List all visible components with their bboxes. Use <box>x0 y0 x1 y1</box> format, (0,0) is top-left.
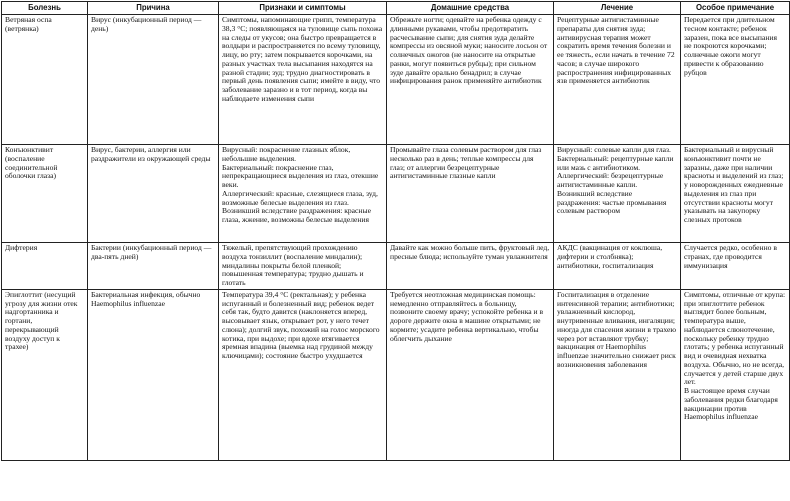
cell-text: Температура 39,4 °С (ректальная); у ребенка испуганный и болезненный вид; ребенок ведет себя так, будто давится (наклоняется вперед, высовывает язык, открывает рот, у него течет слюна); долгий звук, похожий на голос морского котика, при выдохе; при вдохе втягивается яремная впадина (выемка над грудиной между ключицами); состояние быстро ухудшается <box>222 289 380 360</box>
treatment-cell <box>554 243 681 290</box>
home-remedies-cell <box>387 243 554 290</box>
cell-text: Промывайте глаза солевым раствором для глаз несколько раз в день; теплые компрессы для глаз; от аллергии безрецептурные антигистаминные глазные капли <box>390 145 542 181</box>
disease-cell <box>2 15 88 145</box>
special-note-cell <box>681 145 790 243</box>
header-special-note: Особое примечание <box>681 2 790 15</box>
table-row <box>2 289 790 460</box>
symptoms-cell <box>219 243 387 290</box>
treatment-cell <box>554 145 681 243</box>
cell-text: Вирус, бактерии, аллергия или раздражители из окружающей среды <box>91 145 211 163</box>
cell-text: Эпиглоттит (несущий угрозу для жизни отек надгортанника и гортани, перекрывающий воздуху доступ к трахее) <box>5 289 78 352</box>
table-header-row <box>2 2 790 15</box>
symptoms-cell <box>219 289 387 460</box>
cell-text: Тяжелый, препятствующий прохождению воздуха тонзиллит (воспаление миндалин); миндалины покрыты белой пленкой; повышенная температура; трудно дышать и глотать <box>222 243 364 287</box>
cause-cell <box>88 243 219 290</box>
disease-cell <box>2 243 88 290</box>
cell-text: АКДС (вакцинация от коклюша, дифтерии и столбняка); антибиотики, госпитализация <box>557 243 663 270</box>
disease-cell <box>2 145 88 243</box>
cell-text: Симптомы, напоминающие грипп, температура 38,3 °С; появляющаяся на туловище сыпь похожа на следы от укусов; она быстро превращается в волдыри и распространяется по всему туловищу, лицу, во рту; затем покрывается корочками, на разных участках тела высыпания находятся на разной стадии; зуд; трудно диагностировать в первый день появления сыпи; имейте в виду, что заболевание заразно и в тот период, когда вы наблюдаете изменения сыпи <box>222 15 383 103</box>
header-disease: Болезнь <box>2 2 88 15</box>
table-row <box>2 15 790 145</box>
cell-text: Случается редко, особенно в странах, где проводится иммунизация <box>684 243 777 270</box>
cell-text: Бактерии (инкубационный период — два-пять дней) <box>91 243 212 261</box>
cause-cell <box>88 145 219 243</box>
cell-text: Вирусный: покраснение глазных яблок, небольшие выделения. <box>222 145 351 163</box>
cell-text: Бактериальная инфекция, обычно Haemophilus influenzae <box>91 289 201 308</box>
cause-cell <box>88 15 219 145</box>
table-row <box>2 243 790 290</box>
cell-text: Вирус (инкубационный период — день) <box>91 15 202 33</box>
header-cause: Причина <box>88 2 219 15</box>
cell-text: Возникший вследствие раздражения: частые промывания солевым раствором <box>557 188 667 216</box>
disease-table <box>1 1 790 461</box>
cell-text: Аллергический: безрецептурные антигистаминные капли. <box>557 171 664 189</box>
treatment-cell <box>554 289 681 460</box>
cell-text: Бактериальный и вирусный конъюнктивит почти не заразны, даже при наличии красноты и выделений из глаз; у новорожденных ежедневные выделения из глаз при отсутствии красноты могут указывать на закупорку слезных протоков <box>684 145 784 224</box>
special-note-cell <box>681 243 790 290</box>
cell-text: Возникший вследствие раздражения: красные глаза, жжение, возможны белесые выделения <box>222 206 371 224</box>
cause-cell <box>88 289 219 460</box>
home-remedies-cell <box>387 289 554 460</box>
header-home-remedies: Домашние средства <box>387 2 554 15</box>
cell-text: Бактериальный: покраснение глаз, непрекращающиеся выделения из глаз, отекшие веки. <box>222 162 379 189</box>
cell-text: Госпитализация в отделение интенсивной терапии; антибиотики; увлажненный кислород, внутривенные вливания, ингаляции; иногда для спасения жизни в трахею через рот вставляют трубку; вакцинация от Haemophilus influenzae значительно снижает риск возникновения заболевания <box>557 289 677 369</box>
cell-text: Аллергический: красные, слезящиеся глаза, зуд, возможные белесые выделения из глаз. <box>222 188 378 207</box>
cell-text: В настоящее время случаи заболевания редки благодаря вакцинации против Haemophilus influenzae <box>684 386 778 422</box>
cell-text: Передается при длительном тесном контакте; ребенок заразен, пока все высыпания не покроются корочками; солнечные ожоги могут привести к образованию рубцов <box>684 15 777 77</box>
cell-text: Бактериальный: рецептурные капли или мазь с антибиотиком. <box>557 153 674 172</box>
cell-text: Конъюнктивит (воспаление соединительной оболочки глаза) <box>5 145 58 181</box>
cell-text: Симптомы, отличные от крупа: при эпиглоттите ребенок выглядит более больным, температура выше, наблюдается слюнотечение, поскольку ребенку трудно глотать; у ребенка испуганный вид и очевидная нехватка воздуха. Обычно, но не всегда, случается у детей старше двух лет. <box>684 289 786 387</box>
cell-text: Давайте как можно больше пить, фруктовый лед, пресные блюда; используйте туман увлажнителя <box>390 243 550 261</box>
cell-text: Требуется неотложная медицинская помощь: немедленно отправляйтесь в больницу, позвоните своему врачу; успокойте ребенка и в дороге держите окна в машине открытыми; не кормите; усадите ребенка вертикально, чтобы облегчить дыхание <box>390 289 544 343</box>
cell-text: Дифтерия <box>5 243 38 252</box>
cell-text: Обрежьте ногти; одевайте на ребенка одежду с длинными рукавами, чтобы предотвратить расчесывание сыпи; для снятия зуда делайте компрессы из овсяной муки; наносите лосьон от солнечных ожогов (не наносите на открытые ранки, могут появиться рубцы); при сильном зуде давайте орально бенадрил; в случае инфицирования ранок применяйте антибиотик <box>390 15 548 86</box>
symptoms-cell <box>219 145 387 243</box>
header-symptoms: Признаки и симптомы <box>219 2 387 15</box>
cell-text: Ветряная оспа (ветрянка) <box>5 15 52 33</box>
header-treatment: Лечение <box>554 2 681 15</box>
special-note-cell <box>681 289 790 460</box>
cell-text: Рецептурные антигистаминные препараты для снятия зуда; антивирусная терапия может сократить время течения болезни и ее тяжесть, если начать в течение 72 часов; в случае широкого распространения инфицированных язв применяется антибиотик <box>557 15 675 86</box>
home-remedies-cell <box>387 145 554 243</box>
treatment-cell <box>554 15 681 145</box>
special-note-cell <box>681 15 790 145</box>
symptoms-cell <box>219 15 387 145</box>
table-row <box>2 145 790 243</box>
cell-text: Вирусный: солевые капли для глаз. <box>557 145 671 154</box>
home-remedies-cell <box>387 15 554 145</box>
disease-cell <box>2 289 88 460</box>
